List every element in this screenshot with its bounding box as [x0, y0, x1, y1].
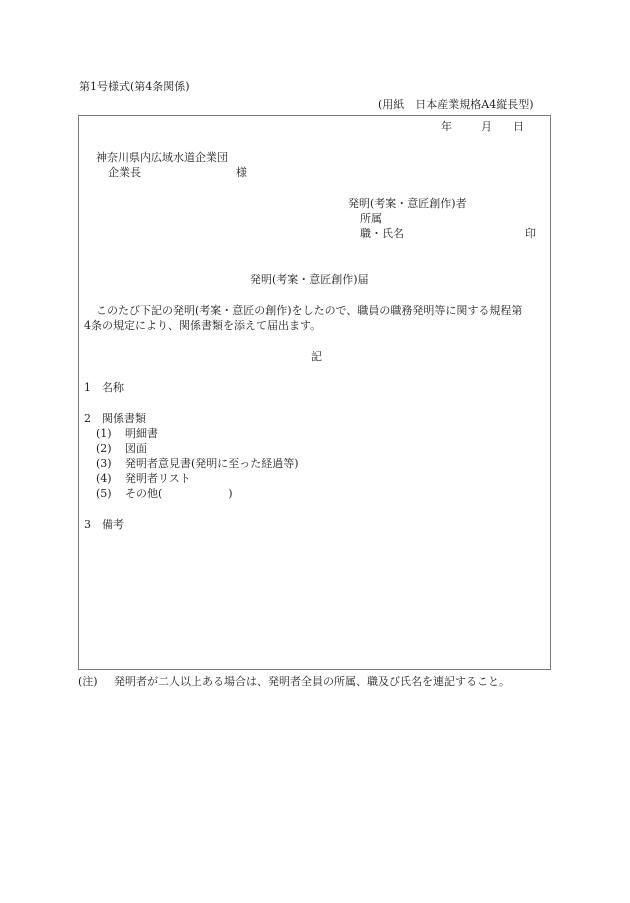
- seal-mark: 印: [525, 227, 536, 240]
- doc-item-4-number: (4): [96, 472, 112, 485]
- section-2-label: 関係書類: [102, 412, 146, 425]
- date-month: 月: [481, 120, 492, 133]
- doc-item-2-label: 図面: [125, 442, 147, 455]
- section-3-number: 3: [84, 518, 91, 531]
- form-frame: [78, 115, 551, 670]
- footnote-text: 発明者が二人以上ある場合は、発明者全員の所属、職及び氏名を連記すること。: [114, 675, 510, 688]
- body-text-line2: 4条の規定により、関係書類を添えて届出ます。: [84, 319, 322, 332]
- form-title: 発明(考案・意匠創作)届: [250, 273, 369, 286]
- doc-item-5-label: その他( ): [125, 487, 233, 500]
- addressee-honorific: 様: [236, 166, 247, 179]
- doc-item-3-number: (3): [96, 457, 112, 470]
- addressee-title: 企業長: [108, 166, 141, 179]
- section-3-label: 備考: [102, 518, 124, 531]
- doc-item-5-number: (5): [96, 487, 112, 500]
- affiliation-label: 所属: [360, 212, 382, 225]
- doc-item-2-number: (2): [96, 442, 112, 455]
- section-1-number: 1: [84, 381, 91, 394]
- date-year: 年: [441, 120, 452, 133]
- doc-item-1-number: (1): [96, 427, 112, 440]
- doc-item-3-label: 発明者意見書(発明に至った経過等): [125, 457, 299, 470]
- body-text-line1: このたび下記の発明(考案・意匠の創作)をしたので、職員の職務発明等に関する規程第: [96, 304, 523, 317]
- addressee-organization: 神奈川県内広域水道企業団: [96, 151, 228, 164]
- doc-item-4-label: 発明者リスト: [125, 472, 191, 485]
- paper-spec: (用紙 日本産業規格A4縦長型): [378, 98, 534, 111]
- form-number: 第1号様式(第4条関係): [79, 80, 190, 93]
- section-2-number: 2: [84, 412, 91, 425]
- date-day: 日: [513, 120, 524, 133]
- section-1-label: 名称: [102, 381, 124, 394]
- doc-item-1-label: 明細書: [125, 427, 158, 440]
- footnote-prefix: (注): [78, 675, 98, 688]
- applicant-label: 発明(考案・意匠創作)者: [348, 197, 467, 210]
- ki-label: 記: [311, 350, 322, 363]
- position-name-label: 職・氏名: [360, 227, 404, 240]
